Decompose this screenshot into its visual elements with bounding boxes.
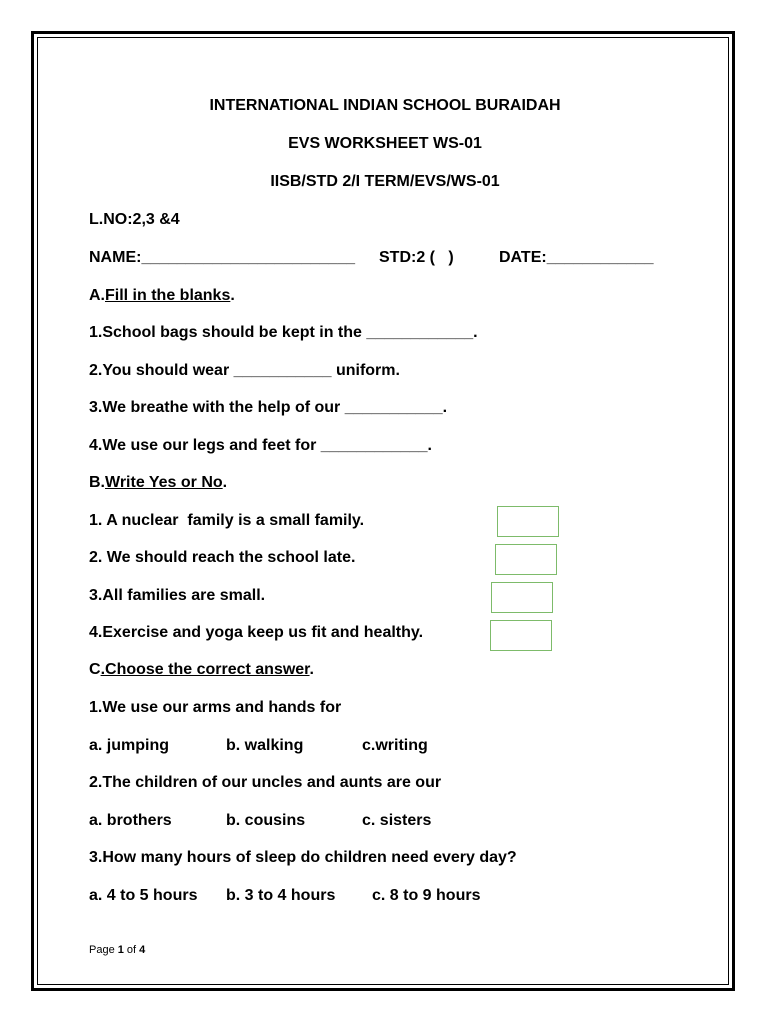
section-a-heading <box>89 286 235 306</box>
mcq-option: c. sisters <box>362 812 432 829</box>
section-c-prefix: C <box>89 661 101 678</box>
section-b-heading <box>89 473 227 493</box>
section-a-question: 1.School bags should be kept in the ____________. <box>89 324 478 341</box>
section-b-title: Write Yes or No <box>105 474 223 491</box>
worksheet-title: EVS WORKSHEET WS-01 <box>288 135 482 152</box>
answer-box-2[interactable] <box>495 544 557 575</box>
section-a-question: 3.We breathe with the help of our ___________. <box>89 399 448 416</box>
mcq-option: c.writing <box>362 737 428 754</box>
section-c-question: 1.We use our arms and hands for <box>89 699 342 716</box>
page-total: 4 <box>139 944 146 956</box>
section-a-question: 2.You should wear ___________ uniform. <box>89 362 400 379</box>
section-a-prefix: A. <box>89 287 105 304</box>
section-b-question: 4.Exercise and yoga keep us fit and healthy. <box>89 624 424 641</box>
section-b-question: 1. A nuclear family is a small family. <box>89 512 365 529</box>
mcq-option: b. 3 to 4 hours <box>226 887 336 904</box>
section-c-title: .Choose the correct answer <box>100 661 310 678</box>
section-c-question: 2.The children of our uncles and aunts are our <box>89 774 442 791</box>
page-number <box>89 944 145 956</box>
page-of-label: of <box>123 944 140 956</box>
section-c-heading <box>89 660 314 680</box>
lesson-numbers: L.NO:2,3 &4 <box>89 211 180 228</box>
section-b-suffix: . <box>222 474 228 491</box>
school-title: INTERNATIONAL INDIAN SCHOOL BURAIDAH <box>209 97 561 114</box>
page-label: Page <box>89 944 118 956</box>
mcq-option: b. walking <box>226 737 304 754</box>
section-c-suffix: . <box>309 661 314 678</box>
answer-box-1[interactable] <box>497 506 559 537</box>
name-field: NAME:________________________ <box>89 249 355 266</box>
answer-box-4[interactable] <box>490 620 552 651</box>
mcq-option: a. brothers <box>89 812 172 829</box>
std-field: STD:2 ( ) <box>379 249 454 266</box>
mcq-option: a. 4 to 5 hours <box>89 887 198 904</box>
section-a-suffix: . <box>230 287 235 304</box>
section-b-question: 3.All families are small. <box>89 587 266 604</box>
worksheet-code: IISB/STD 2/I TERM/EVS/WS-01 <box>270 173 500 190</box>
mcq-option: c. 8 to 9 hours <box>372 887 481 904</box>
mcq-option: a. jumping <box>89 737 169 754</box>
section-b-prefix: B. <box>89 474 105 491</box>
date-field: DATE:____________ <box>499 249 654 266</box>
section-a-question: 4.We use our legs and feet for ____________. <box>89 437 432 454</box>
section-b-question: 2. We should reach the school late. <box>89 549 356 566</box>
answer-box-3[interactable] <box>491 582 553 613</box>
section-a-title: Fill in the blanks <box>105 287 231 304</box>
mcq-option: b. cousins <box>226 812 306 829</box>
section-c-question: 3.How many hours of sleep do children need every day? <box>89 849 517 866</box>
page-current: 1 <box>117 944 124 956</box>
